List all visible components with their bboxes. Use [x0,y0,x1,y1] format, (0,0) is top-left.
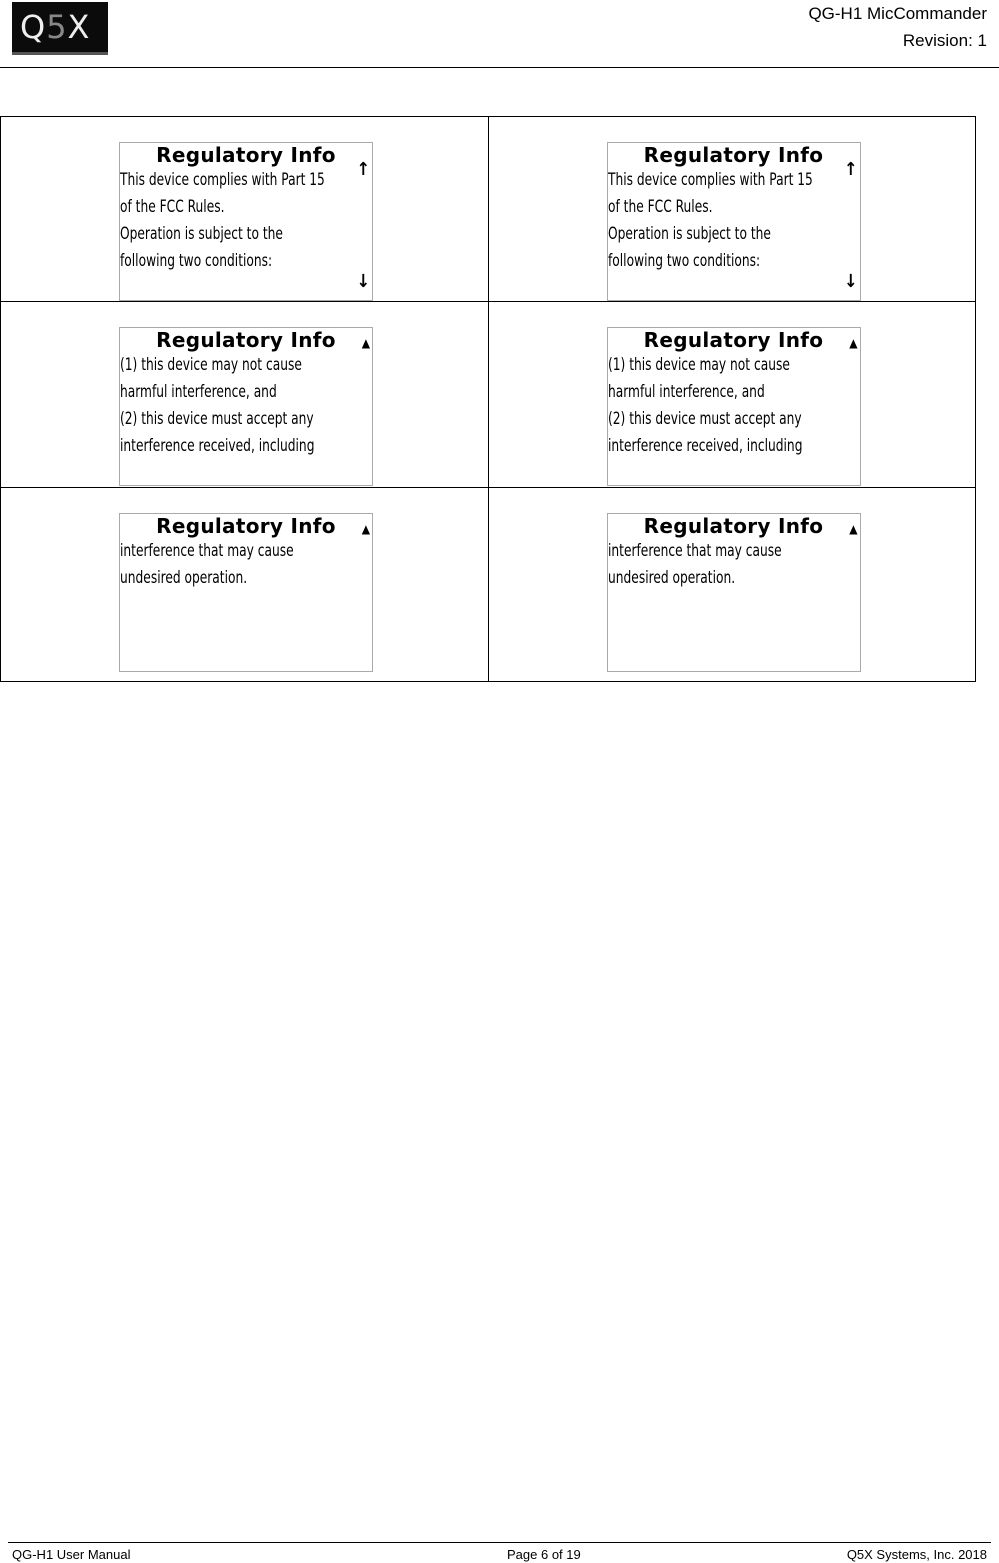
screen-line: (2) this device must accept any [120,409,314,429]
device-screen [607,513,861,672]
screen-title: Regulatory Info [156,143,336,167]
screen-line: following two conditions: [120,251,273,271]
table-row [1,302,976,488]
screen-title: Regulatory Info [156,514,336,538]
scroll-down-arrow-icon: ↓ [356,271,370,292]
device-screen [119,142,373,301]
screen-line: (2) this device must accept any [607,409,802,429]
screen-line: undesired operation. [607,568,735,588]
screen-line: of the FCC Rules. [607,197,712,217]
table-cell [488,302,976,488]
scroll-up-triangle-icon: ▲ [361,522,370,536]
device-screen [607,327,861,486]
screen-title: Regulatory Info [643,514,824,538]
screen-line: following two conditions: [607,251,760,271]
table-cell [1,302,489,488]
screen-line: undesired operation. [120,568,248,588]
scroll-down-arrow-icon: ↓ [843,271,858,292]
screen-line: of the FCC Rules. [120,197,225,217]
screen-line: harmful interference, and [607,382,765,402]
scroll-up-triangle-icon: ▲ [361,336,370,350]
table-cell [1,117,489,302]
table-row [1,488,976,682]
screen-line: Operation is subject to the [120,224,283,244]
screen-line: This device complies with Part 15 [607,170,813,190]
header-revision: Revision: 1 [902,31,987,50]
screen-line: interference that may cause [120,541,294,561]
screen-line: (1) this device may not cause [607,355,790,375]
screen-line: harmful interference, and [120,382,277,402]
header-title: QG-H1 MicCommander [808,4,987,23]
footer-left: QG-H1 User Manual [12,1547,131,1562]
screen-title: Regulatory Info [643,328,824,352]
q5x-logo: Q5X [12,2,108,55]
table-cell [1,488,489,682]
screens-table [0,116,976,682]
screen-line: This device complies with Part 15 [120,170,325,190]
scroll-up-triangle-icon: ▲ [849,336,858,350]
footer-page: Page 6 of 19 [507,1547,581,1562]
device-screen [119,327,373,486]
screen-title: Regulatory Info [643,143,824,167]
table-cell [488,117,976,302]
table-cell [488,488,976,682]
screen-line: (1) this device may not cause [120,355,302,375]
scroll-up-triangle-icon: ▲ [849,522,858,536]
device-screen [119,513,373,672]
screen-line: interference received, including [607,436,802,456]
device-screen [607,142,861,301]
table-row [1,117,976,302]
footer-divider [8,1542,991,1543]
screen-line: interference that may cause [607,541,782,561]
screen-line: Operation is subject to the [607,224,771,244]
scroll-up-arrow-icon: ↑ [843,159,858,180]
screen-line: interference received, including [120,436,315,456]
scroll-up-arrow-icon: ↑ [356,159,370,180]
header-divider [0,67,999,68]
footer-right: Q5X Systems, Inc. 2018 [846,1547,987,1562]
screen-title: Regulatory Info [156,328,336,352]
